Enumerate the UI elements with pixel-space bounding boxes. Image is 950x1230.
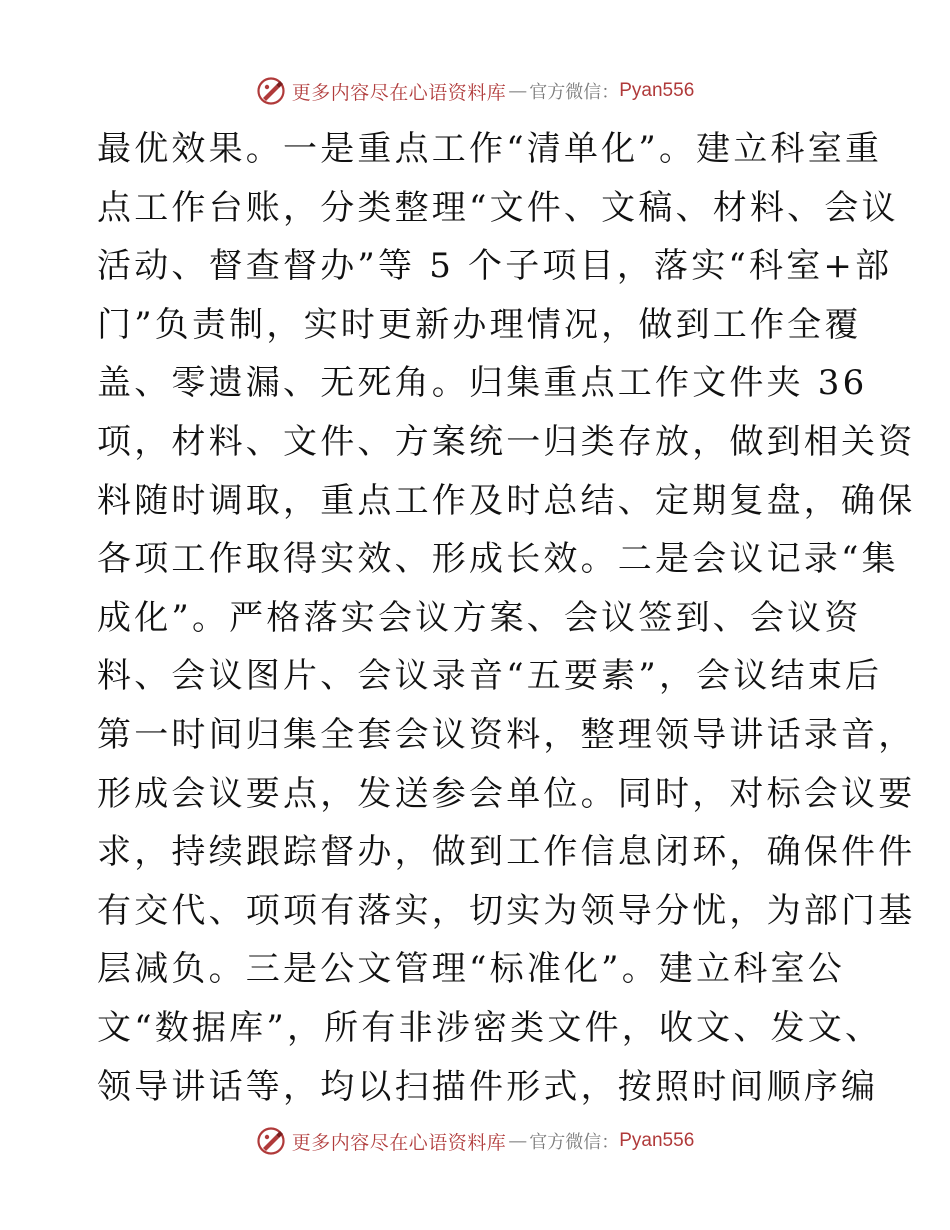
document-body [97, 120, 916, 1116]
brand-logo-icon [256, 76, 286, 106]
text-line: 点工作台账，分类整理“文件、文稿、材料、会议 [97, 187, 899, 228]
text-line: 形成会议要点，发送参会单位。同时，对标会议要 [97, 773, 916, 814]
header-wechat-handle: Pyan556 [619, 80, 695, 101]
header-separator: — [508, 80, 528, 102]
text-line: 最优效果。一是重点工作“清单化”。建立科室重 [97, 129, 883, 169]
footer-wechat-label: 官方微信： [529, 1132, 620, 1153]
text-line: 层减负。三是公文管理“标准化”。建立科室公 [97, 949, 845, 990]
footer-separator: — [508, 1130, 528, 1152]
text-line: 第一时间归集全套会议资料，整理领导讲话录音， [97, 714, 916, 755]
text-line: 成化”。严格落实会议方案、会议签到、会议资 [97, 597, 862, 638]
footer-banner [0, 1121, 950, 1161]
text-line: 门”负责制，实时更新办理情况，做到工作全覆 [97, 304, 862, 345]
text-line: 料随时调取，重点工作及时总结、定期复盘，确保 [97, 480, 916, 521]
text-line: 活动、督查督办”等 5 个子项目，落实“科室+部 [97, 246, 893, 287]
text-line: 各项工作取得实效、形成长效。二是会议记录“集 [97, 539, 899, 580]
text-line: 有交代、项项有落实，切实为领导分忧，为部门基 [97, 890, 916, 931]
text-line: 料、会议图片、会议录音“五要素”，会议结束后 [97, 656, 883, 697]
header-banner [0, 71, 950, 111]
footer-brand-text: 更多内容尽在心语资料库 [291, 1131, 507, 1154]
text-line: 领导讲话等，均以扫描件形式，按照时间顺序编 [97, 1066, 879, 1107]
text-line: 盖、零遗漏、无死角。归集重点工作文件夹 36 [97, 363, 868, 404]
text-line: 项，材料、文件、方案统一归类存放，做到相关资 [97, 421, 916, 462]
text-line: 文“数据库”，所有非涉密类文件，收文、发文、 [97, 1007, 883, 1048]
header-wechat-label: 官方微信： [529, 82, 620, 103]
footer-wechat-handle: Pyan556 [619, 1130, 695, 1151]
header-brand-text: 更多内容尽在心语资料库 [291, 81, 507, 104]
text-line: 求，持续跟踪督办，做到工作信息闭环，确保件件 [97, 832, 916, 873]
brand-logo-icon [256, 1126, 286, 1156]
